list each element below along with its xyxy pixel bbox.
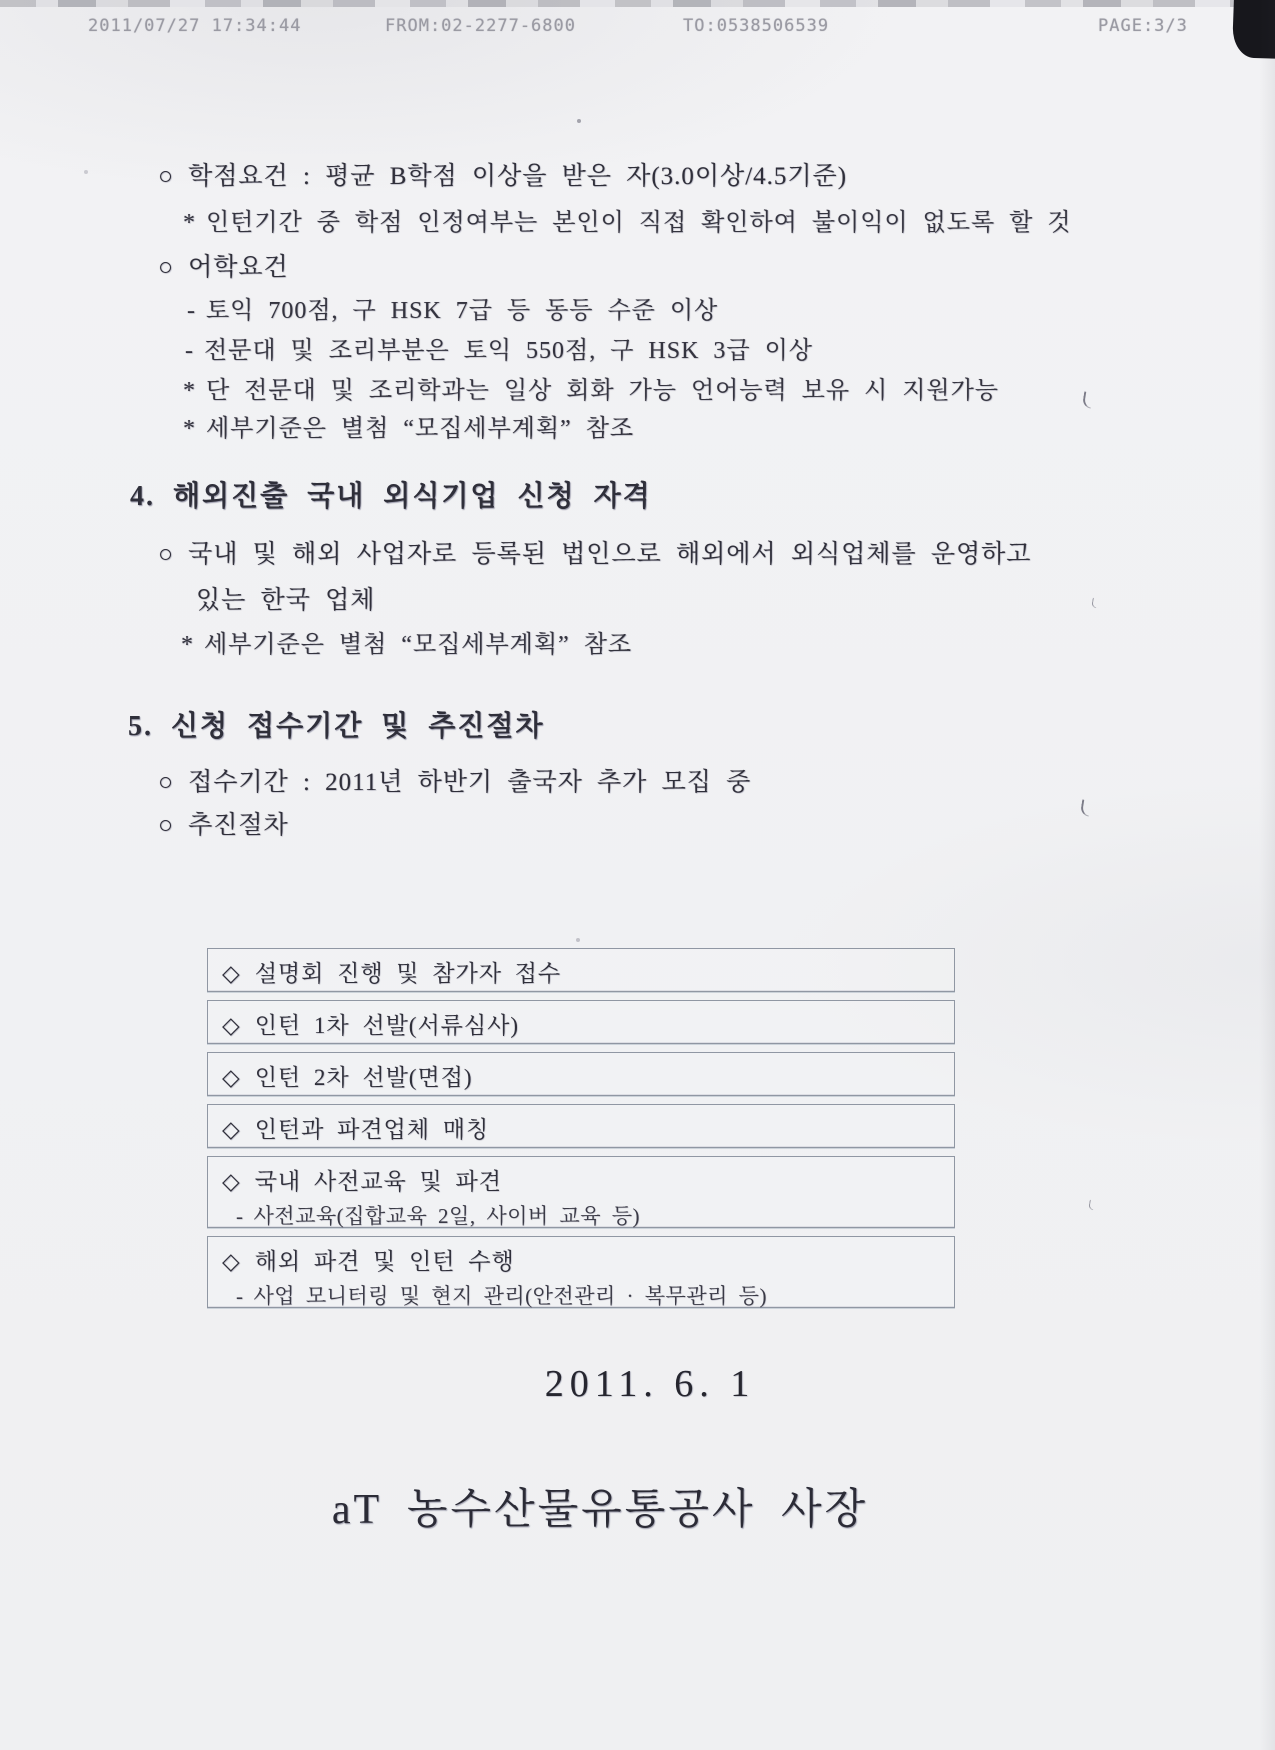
- section-4-note-text: 세부기준은 별첨 “모집세부계획” 참조: [204, 632, 633, 658]
- procedure-step-3-title: 인턴 2차 선발(면접): [254, 1065, 473, 1090]
- scan-artifact: [1088, 1200, 1095, 1211]
- procedure-step-row-2: [207, 1000, 955, 1044]
- diamond-bullet-icon: ◇: [222, 1065, 241, 1090]
- grade-requirement-note-text: 인턴기간 중 학점 인정여부는 본인이 직접 확인하여 불이익이 없도록 할 것: [206, 210, 1072, 236]
- procedure-step-2-title: 인턴 1차 선발(서류심사): [254, 1013, 519, 1038]
- scan-artifact: [84, 170, 88, 174]
- circle-bullet-icon: ○: [158, 812, 175, 839]
- procedure-step-row-5: [207, 1156, 955, 1228]
- section-4-heading-text: 4. 해외진출 국내 외식기업 신청 자격: [130, 481, 652, 512]
- page-edge-shadow: [1259, 0, 1275, 1750]
- section-5-heading: [128, 704, 545, 744]
- section-5-line-2-text: 추진절차: [188, 812, 289, 839]
- language-requirement-title: 어학요건: [188, 254, 289, 281]
- fax-from-number: FROM:02-2277-6800: [385, 16, 576, 36]
- procedure-step-5-title: 국내 사전교육 및 파견: [254, 1169, 502, 1194]
- scan-artifact: [1082, 391, 1093, 408]
- scan-artifact: [576, 938, 580, 942]
- diamond-bullet-icon: ◇: [222, 961, 241, 986]
- circle-bullet-icon: ○: [158, 769, 175, 796]
- section-4-line-2-text: 있는 한국 업체: [196, 587, 376, 614]
- language-item-1: [187, 290, 718, 325]
- dash-bullet-icon: -: [236, 1284, 244, 1308]
- diamond-bullet-icon: ◇: [222, 1169, 241, 1194]
- asterisk-bullet-icon: *: [183, 416, 196, 442]
- asterisk-bullet-icon: *: [181, 632, 194, 658]
- procedure-step-6-title: 해외 파견 및 인턴 수행: [254, 1249, 515, 1274]
- grade-requirement-text: 학점요건 : 평균 B학점 이상을 받은 자(3.0이상/4.5기준): [188, 163, 848, 190]
- section-5-heading-text: 5. 신청 접수기간 및 추진절차: [128, 711, 545, 742]
- language-note-2: [183, 408, 634, 443]
- language-item-2: [185, 330, 813, 365]
- procedure-step-row-1: [207, 948, 955, 992]
- procedure-step-4-title: 인턴과 파견업체 매칭: [254, 1117, 490, 1142]
- scanner-noise-band: [0, 0, 1275, 7]
- language-item-1-text: 토익 700점, 구 HSK 7급 등 동등 수준 이상: [206, 298, 719, 324]
- language-item-2-text: 전문대 및 조리부분은 토익 550점, 구 HSK 3급 이상: [204, 338, 813, 364]
- signature-line: aT 농수산물유통공사 사장: [331, 1487, 869, 1533]
- language-note-2-text: 세부기준은 별첨 “모집세부계획” 참조: [206, 416, 635, 442]
- section-5-line-2: [158, 805, 289, 841]
- diamond-bullet-icon: ◇: [222, 1249, 241, 1274]
- fax-page-indicator: PAGE:3/3: [1098, 16, 1188, 36]
- asterisk-bullet-icon: *: [183, 210, 196, 236]
- procedure-step-row-6: [207, 1236, 955, 1308]
- diamond-bullet-icon: ◇: [222, 1013, 241, 1038]
- grade-requirement-line: [158, 156, 847, 192]
- dash-bullet-icon: -: [236, 1204, 244, 1228]
- language-note-1-text: 단 전문대 및 조리학과는 일상 회화 가능 언어능력 보유 시 지원가능: [206, 378, 999, 404]
- section-4-line-2: [196, 580, 375, 616]
- diamond-bullet-icon: ◇: [222, 1117, 241, 1142]
- section-5-line-1-text: 접수기간 : 2011년 하반기 출국자 추가 모집 중: [188, 769, 752, 796]
- dash-bullet-icon: -: [187, 298, 196, 324]
- procedure-step-5-sub: 사전교육(집합교육 2일, 사이버 교육 등): [253, 1204, 641, 1228]
- procedure-step-6-sub: 사업 모니터링 및 현지 관리(안전관리 · 복무관리 등): [253, 1284, 767, 1308]
- scan-artifact: [1091, 598, 1098, 609]
- fax-to-number: TO:0538506539: [683, 16, 830, 36]
- section-5-line-1: [158, 762, 751, 798]
- scan-artifact: [1080, 799, 1091, 816]
- asterisk-bullet-icon: *: [183, 378, 196, 404]
- scan-artifact: [577, 119, 581, 123]
- section-4-line-1: [158, 534, 1031, 570]
- language-note-1: [183, 370, 999, 405]
- section-4-line-1-text: 국내 및 해외 사업자로 등록된 법인으로 해외에서 외식업체를 운영하고: [188, 541, 1032, 568]
- grade-requirement-note: [183, 202, 1072, 237]
- procedure-step-1-title: 설명회 진행 및 참가자 접수: [254, 961, 562, 986]
- section-4-heading: [130, 474, 652, 514]
- procedure-step-row-4: [207, 1104, 955, 1148]
- fax-datetime: 2011/07/27 17:34:44: [88, 16, 302, 36]
- circle-bullet-icon: ○: [158, 541, 175, 568]
- circle-bullet-icon: ○: [158, 163, 175, 190]
- procedure-step-row-3: [207, 1052, 955, 1096]
- section-4-note: [181, 624, 632, 659]
- procedure-table: [207, 948, 955, 1316]
- language-requirement-line: [158, 247, 289, 283]
- document-date: 2011. 6. 1: [544, 1363, 756, 1405]
- dash-bullet-icon: -: [185, 338, 194, 364]
- circle-bullet-icon: ○: [158, 254, 175, 281]
